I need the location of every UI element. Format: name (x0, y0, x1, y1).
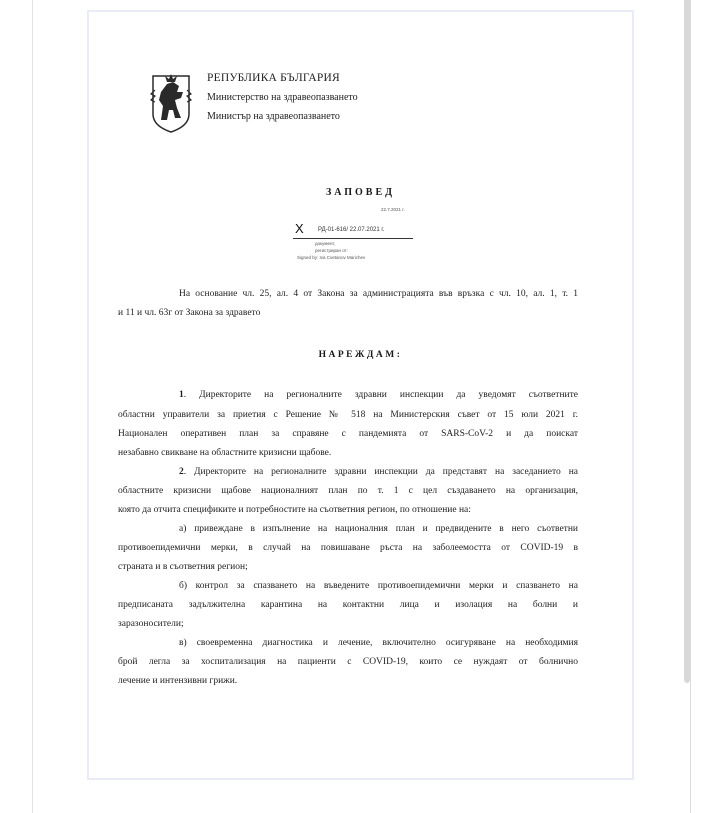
order-heading: НАРЕЖДАМ: (318, 350, 403, 360)
lion-coat-of-arms-icon (147, 70, 195, 134)
item-text: . Директорите на регионалните здравни инспекции да уведомят съответните (183, 390, 578, 400)
document-title: ЗАПОВЕД (325, 187, 396, 198)
header-country: РЕПУБЛИКА БЪЛГАРИЯ (207, 72, 340, 84)
paragraph-line: която да отчита спецификите и потребностите на съответния регион, по отношение на: (118, 505, 471, 515)
item-number: 2 (179, 467, 184, 477)
header-minister: Министър на здравеопазването (207, 111, 340, 122)
viewer-edge-right (690, 0, 691, 813)
registration-number: РД-01-616/ 22.07.2021 г. (318, 227, 385, 233)
header-ministry: Министерство на здравеопазването (207, 92, 358, 103)
paragraph-line: лечение и интензивни грижи. (118, 676, 238, 686)
signature-label-document: документ, (315, 241, 336, 246)
paragraph-line: заразоносители; (118, 619, 184, 629)
paragraph-line: предписаната задължителна карантина на контактни лица и изолация на болни и (118, 600, 578, 610)
intro-line: На основание чл. 25, ал. 4 от Закона за администрацията във връзка с чл. 10, ал. 1, т. 1 (179, 289, 578, 299)
paragraph-line: областните кризисни щабове националният план по т. 1 с цел създаването на организация, (118, 486, 578, 496)
paragraph-line (179, 390, 578, 400)
paragraph-line: областни управители за приетия с Решение № 518 на Министерския съвет от 15 юли 2021 г. (118, 410, 578, 420)
paragraph-line: а) привеждане в изпълнение на националния план и предвидените в него съответни (179, 524, 578, 534)
paragraph-line: брой легла за хоспитализация на пациенти с COVID-19, които се нуждаят от болнично (118, 657, 578, 667)
signature-date: 22.7.2021 г. (381, 207, 405, 212)
item-text: . Директорите на регионалните здравни инспекции да представят на заседанието на (183, 467, 578, 477)
viewer-edge-left (32, 0, 33, 813)
paragraph-line: Национален оперативен план за справяне с пандемията от SARS-CoV-2 и да поискат (118, 429, 578, 439)
item-number: 1 (179, 390, 184, 400)
vertical-scrollbar[interactable] (684, 0, 690, 683)
document-page (87, 10, 634, 780)
intro-line: и 11 и чл. 63г от Закона за здравето (118, 308, 261, 318)
signature-mark: X (295, 221, 304, 236)
paragraph-line (179, 467, 578, 477)
signature-line (293, 238, 413, 239)
paragraph-line: в) своевременна диагностика и лечение, включително осигуряване на необходимия (179, 638, 578, 648)
paragraph-line: противоепидемични мерки, в случай на повишаване ръста на заболеемостта от COVID-19 в (118, 543, 578, 553)
signature-label-registered: регистриран от: (315, 248, 348, 253)
signature-signed-by: Signed by: Iva Cvetanov Marichev (297, 255, 366, 260)
paragraph-line: б) контрол за спазването на въведените противоепидемични мерки и спазването на (179, 581, 578, 591)
paragraph-line: страната и в съответния регион; (118, 562, 248, 572)
paragraph-line: незабавно свикване на областните кризисни щабове. (118, 448, 332, 458)
